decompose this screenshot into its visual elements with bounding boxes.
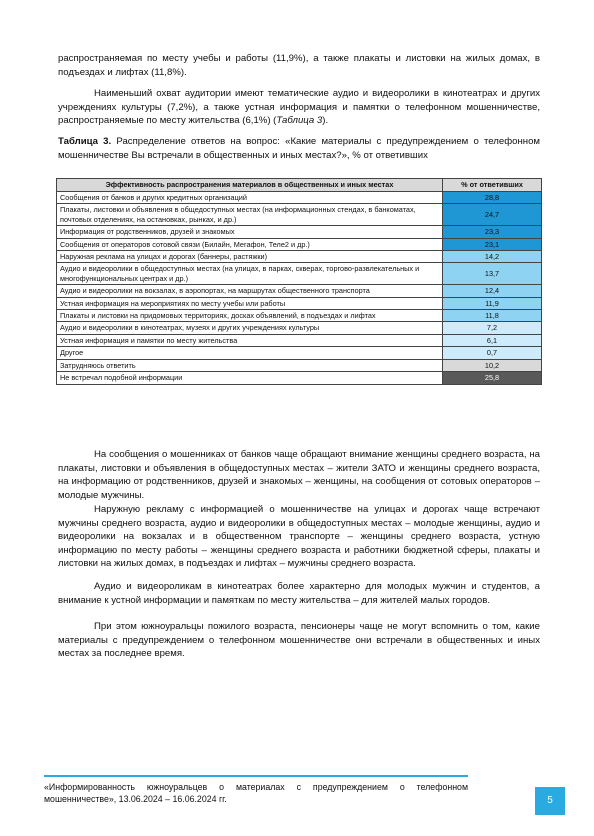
row-label: Сообщения от операторов сотовой связи (Билайн, Мегафон, Теле2 и др.) — [57, 238, 443, 250]
paragraph-banks: На сообщения о мошенниках от банков чаще обращают внимание женщины среднего возраста, на плакаты, листовки и объявления в общедоступных местах – жители ЗАТО и женщины среднего возраста, на информацию от родственников, друзей и знакомых – женщины, на сообщения от сотовых операторов – молодые мужчины. — [58, 449, 540, 501]
paragraph-continuation: распространяемая по месту учебы и работы (11,9%), а также плакаты и листовки на жилых домах, в подъездах и лифтах (11,8%). — [58, 53, 540, 78]
row-value: 23,3 — [443, 226, 542, 238]
table-row — [57, 347, 542, 359]
table-row — [57, 226, 542, 238]
table-header-row — [57, 179, 542, 192]
row-value: 7,2 — [443, 322, 542, 334]
row-label: Аудио и видеоролики на вокзалах, в аэропортах, на маршрутах общественного транспорта — [57, 285, 443, 297]
table-row — [57, 204, 542, 226]
results-table — [56, 178, 542, 385]
page-number: 5 — [535, 787, 565, 815]
table-row — [57, 192, 542, 204]
paragraph-lowest-reach: Наименьший охват аудитории имеют тематические аудио и видеоролики в кинотеатрах и других учреждениях культуры (7,2%), а также устная информация и памятки о телефонном мошенничестве, распространяемые по месту жительства (6,1%) (Таблица 3). — [58, 88, 540, 127]
row-value: 6,1 — [443, 334, 542, 346]
table-row — [57, 251, 542, 263]
paragraph-elderly: При этом южноуральцы пожилого возраста, пенсионеры чаще не могут вспомнить о том, какие материалы с предупреждением о телефонном мошенничестве они встречали в общественных и иных местах за последнее время. — [58, 621, 540, 660]
row-label: Устная информация и памятки по месту жительства — [57, 334, 443, 346]
row-value: 28,8 — [443, 192, 542, 204]
row-value: 11,8 — [443, 310, 542, 322]
row-label: Плакаты и листовки на придомовых территориях, досках объявлений, в подъездах и лифтах — [57, 310, 443, 322]
row-label: Сообщения от банков и других кредитных организаций — [57, 192, 443, 204]
row-value: 0,7 — [443, 347, 542, 359]
paragraph-cinema: Аудио и видеороликам в кинотеатрах более характерно для молодых мужчин и студентов, а внимание к устной информации и памяткам по месту жительства – для жителей малых городов. — [58, 581, 540, 606]
table-row — [57, 372, 542, 384]
row-label: Аудио и видеоролики в общедоступных местах (на улицах, в парках, скверах, торгово-развлекательных и многофункциональных центрах и др.) — [57, 263, 443, 285]
table-caption-number: Таблица 3. — [58, 136, 112, 147]
table-row — [57, 334, 542, 346]
row-value: 25,8 — [443, 372, 542, 384]
row-value: 12,4 — [443, 285, 542, 297]
table-caption — [58, 135, 540, 162]
row-value: 23,1 — [443, 238, 542, 250]
row-label: Не встречал подобной информации — [57, 372, 443, 384]
row-value: 11,9 — [443, 297, 542, 309]
row-value: 14,2 — [443, 251, 542, 263]
table-caption-text: Распределение ответов на вопрос: «Какие материалы с предупреждением о телефонном мошенничестве Вы встречали в общественных и иных местах?», % от ответивших — [58, 136, 540, 161]
table-row — [57, 322, 542, 334]
row-value: 24,7 — [443, 204, 542, 226]
table-row — [57, 297, 542, 309]
table-row — [57, 263, 542, 285]
table-row — [57, 310, 542, 322]
paragraph-outdoor: Наружную рекламу с информацией о мошенничестве на улицах и дорогах чаще встречают мужчины среднего возраста, аудио и видеоролики в общедоступных местах – молодые женщины, аудио и видеоролики на вокзалах и в общественном транспорте – женщины среднего возраста, устную информацию по месту работы – женщины среднего возраста и работники бюджетной сферы, плакаты и листовки на жилых домах, в подъездах и лифтах – мужчины среднего возраста. — [58, 504, 540, 570]
row-label: Аудио и видеоролики в кинотеатрах, музеях и других учреждениях культуры — [57, 322, 443, 334]
row-label: Устная информация на мероприятиях по месту учебы или работы — [57, 297, 443, 309]
row-label: Информация от родственников, друзей и знакомых — [57, 226, 443, 238]
header-percent: % от ответивших — [443, 179, 542, 192]
header-materials: Эффективность распространения материалов в общественных и иных местах — [57, 179, 443, 192]
table-row — [57, 238, 542, 250]
row-label: Плакаты, листовки и объявления в общедоступных местах (на информационных стендах, в банкоматах, почтовых отделениях, на остановках, рынках, и др.) — [57, 204, 443, 226]
row-label: Затрудняюсь ответить — [57, 359, 443, 371]
row-value: 13,7 — [443, 263, 542, 285]
row-label: Наружная реклама на улицах и дорогах (баннеры, растяжки) — [57, 251, 443, 263]
footer-divider — [44, 775, 468, 777]
row-label: Другое — [57, 347, 443, 359]
footer-title: «Информированность южноуральцев о материалах с предупреждением о телефонном мошенничестве», 13.06.2024 – 16.06.2024 гг. — [44, 782, 468, 804]
table-row — [57, 359, 542, 371]
table-row — [57, 285, 542, 297]
row-value: 10,2 — [443, 359, 542, 371]
